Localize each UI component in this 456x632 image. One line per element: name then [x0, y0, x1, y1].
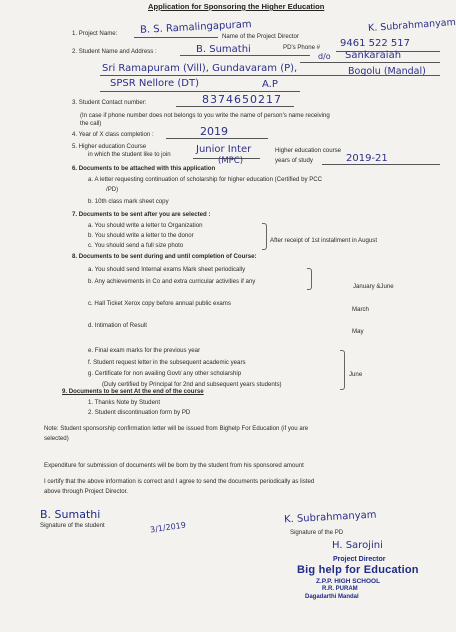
- section-8b: b. Any achievements in Co and extra curricular activities if any: [88, 278, 256, 285]
- section-8-january-june: January &June: [353, 283, 394, 290]
- section-8g-line-2: (Duly certified by Principal for 2nd and subsequent years students): [102, 381, 282, 388]
- section-9-item-2: 2. Student discontinuation form by PD: [88, 409, 191, 416]
- years-value: 2019-21: [346, 153, 388, 164]
- stamp-line-5: Dagadarthi Mandal: [305, 594, 359, 600]
- pd-phone-label: PD's Phone #: [283, 44, 321, 51]
- x-year-label: 4. Year of X class completion :: [72, 131, 154, 138]
- section-8d: d. Intimation of Result: [88, 322, 147, 329]
- note-line-1: Note: Student sponsorship confirmation letter will be issued from Bighelp For Education (if you are: [44, 425, 309, 432]
- course-label-2: in which the student like to join: [88, 151, 171, 158]
- contact-note-2: the call): [80, 120, 102, 127]
- director-name-label: Name of the Project Director: [222, 33, 299, 40]
- section-8a: a. You should send Internal exams Mark sheet periodically: [88, 266, 246, 273]
- course-label-1: 5. Higher education Course: [72, 143, 147, 150]
- course-value: Junior Inter: [196, 144, 252, 155]
- page-title: Application for Sponsoring the Higher Education: [148, 2, 325, 11]
- section-6b: b. 10th class mark sheet copy: [88, 198, 169, 205]
- section-9-item-1: 1. Thanks Note by Student: [88, 399, 161, 406]
- note-line-2: selected): [44, 435, 69, 442]
- stamp-line-4: R.R. PURAM: [322, 586, 358, 592]
- section-8e: e. Final exam marks for the previous year: [88, 347, 201, 354]
- x-year-value: 2019: [200, 125, 228, 138]
- stamp-line-1: Project Director: [333, 556, 386, 563]
- section-8-may: May: [352, 328, 364, 335]
- section-9-heading: 9. Documents to be sent At the end of the course: [62, 388, 204, 395]
- state-value: A.P: [262, 79, 278, 90]
- date-initials: 3/1/2019: [149, 520, 187, 535]
- mandal-value: Bogolu (Mandal): [348, 66, 426, 77]
- project-name-value: B. S. Ramalingapuram: [139, 19, 252, 36]
- section-7-timing: After receipt of 1st installment in August: [270, 237, 378, 244]
- section-8-june: June: [349, 371, 363, 378]
- certify-line-2: above through Project Director.: [44, 488, 129, 495]
- contact-value: 8374650217: [202, 93, 282, 106]
- section-6-heading: 6. Documents to be attached with this application: [72, 165, 216, 172]
- section-8c: c. Hall Ticket Xerox copy before annual public exams: [88, 300, 231, 307]
- section-8g-line-1: g. Certificate for non availing Govt/ any other scholarship: [88, 370, 242, 377]
- pd-signature-label: Signature of the PD: [290, 529, 344, 536]
- certify-line-1: I certify that the above information is correct and I agree to send the documents periodically as listed: [44, 478, 315, 485]
- section-7a: a. You should write a letter to Organization: [88, 222, 203, 229]
- parent-name-value: Sankaraiah: [345, 50, 402, 61]
- section-7-heading: 7. Documents to be sent after you are selected :: [72, 211, 211, 218]
- years-label-2: years of study: [275, 157, 313, 164]
- section-6a-line-1: a. A letter requesting continuation of scholarship for higher education (Certified by PCC: [88, 176, 323, 183]
- section-7b: b. You should write a letter to the donor: [88, 232, 194, 239]
- contact-note-1: (In case if phone number does not belongs to you write the name of person's name receiving: [80, 112, 330, 119]
- years-label-1: Higher education course: [275, 147, 342, 154]
- student-signature: B. Sumathi: [40, 508, 101, 521]
- contact-label: 3. Student Contact number:: [72, 99, 147, 106]
- project-name-label: 1. Project Name:: [72, 30, 118, 37]
- course-group-value: (MPC): [218, 156, 244, 166]
- pd-phone-value: 9461 522 517: [340, 38, 410, 49]
- section-7c: c. You should send a full size photo: [88, 242, 184, 249]
- stamp-line-2: Big help for Education: [297, 564, 419, 576]
- section-6a-line-2: /PD): [106, 186, 119, 193]
- pd-signature: K. Subrahmanyam: [283, 509, 377, 526]
- section-8f: f. Student request letter in the subsequent academic years: [88, 359, 246, 366]
- second-signature: H. Sarojini: [332, 540, 383, 551]
- stamp-line-3: Z.P.P. HIGH SCHOOL: [316, 578, 381, 585]
- expenditure-text: Expenditure for submission of documents will be born by the student from his sponsored amount: [44, 462, 304, 469]
- student-name-value: B. Sumathi: [196, 44, 251, 55]
- section-8-heading: 8. Documents to be sent during and until completion of Course:: [72, 253, 257, 260]
- relation-value: d/o: [318, 52, 331, 61]
- district-value: SPSR Nellore (DT): [110, 78, 199, 89]
- section-8-march: March: [352, 306, 369, 313]
- director-name-value: K. Subrahmanyam: [367, 16, 456, 35]
- village-value: Sri Ramapuram (Vill), Gundavaram (P),: [102, 63, 298, 74]
- student-name-address-label: 2. Student Name and Address :: [72, 48, 157, 55]
- student-signature-label: Signature of the student: [40, 522, 105, 529]
